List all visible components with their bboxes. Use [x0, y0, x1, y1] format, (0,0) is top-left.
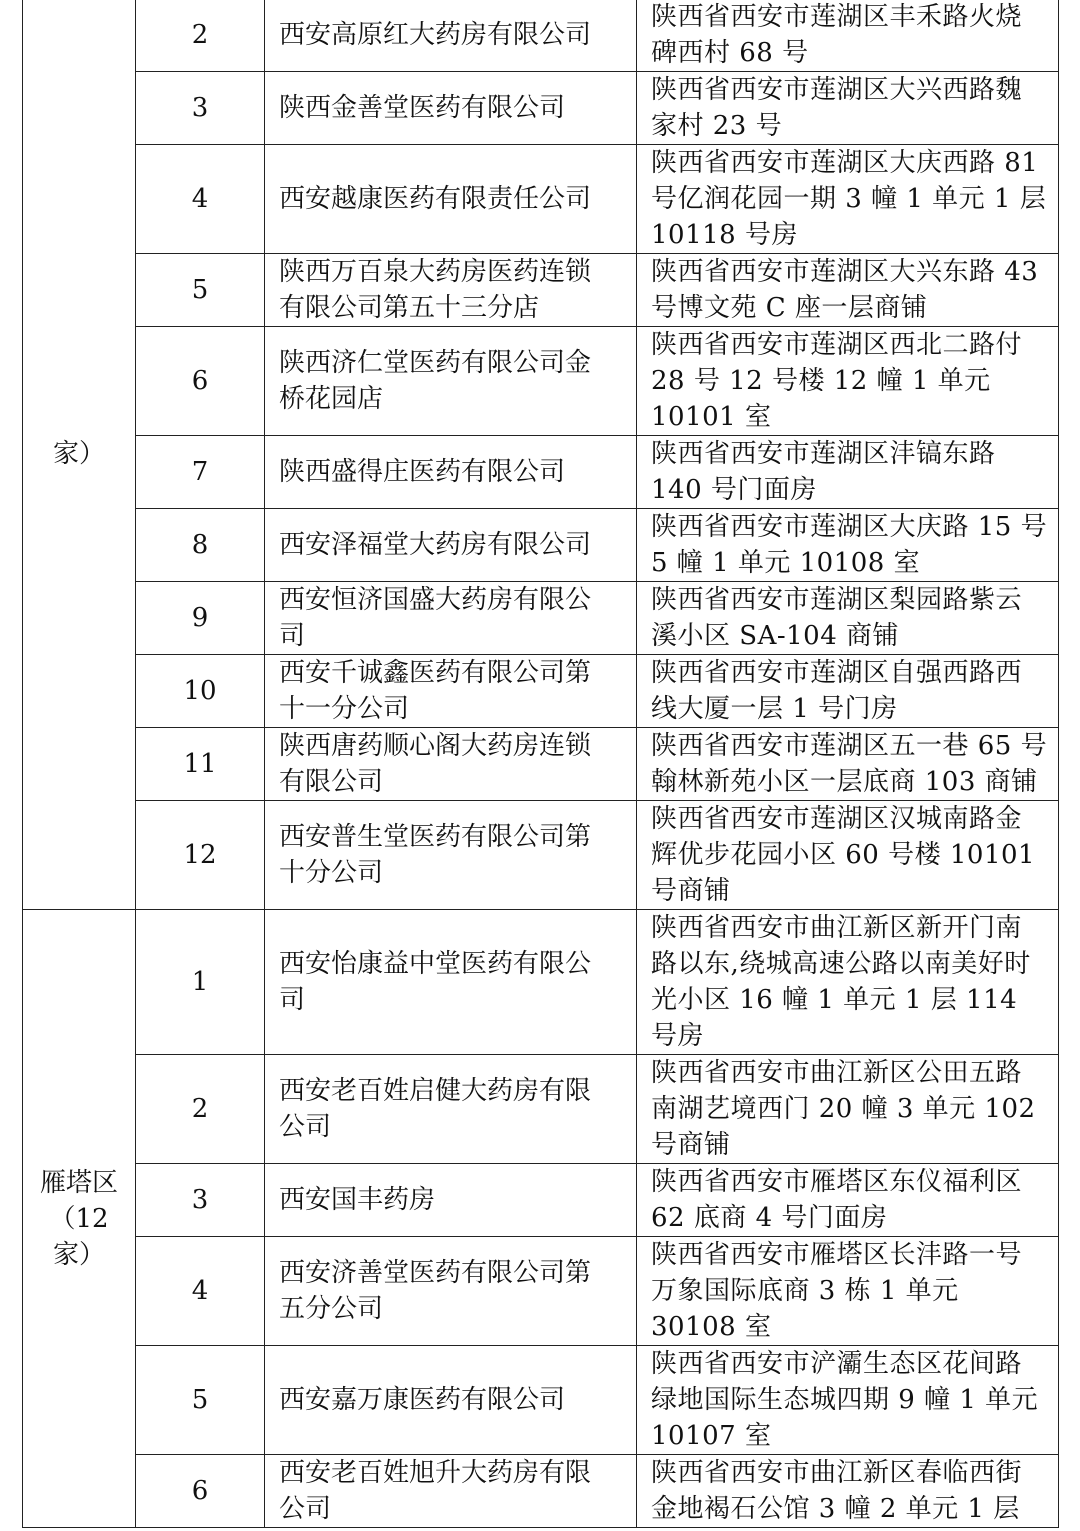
pharmacy-address-cell: 陕西省西安市浐灞生态区花间路绿地国际生态城四期 9 幢 1 单元 10107 室: [637, 1346, 1059, 1455]
serial-number-cell: 5: [136, 1346, 265, 1455]
pharmacy-name-cell: 西安怡康益中堂医药有限公司: [265, 910, 637, 1055]
pharmacy-name-cell: 西安高原红大药房有限公司: [265, 0, 637, 72]
pharmacy-name-cell: 西安国丰药房: [265, 1164, 637, 1237]
pharmacy-address-cell: 陕西省西安市莲湖区丰禾路火烧碑西村 68 号: [637, 0, 1059, 72]
table-row: [23, 1055, 1059, 1164]
district-cell: [23, 910, 136, 1528]
pharmacy-name-cell: 陕西唐药顺心阁大药房连锁有限公司: [265, 728, 637, 801]
table-row: [23, 72, 1059, 145]
district-label-line: （12: [49, 1203, 109, 1234]
serial-number-cell: 6: [136, 327, 265, 436]
pharmacy-address-cell: 陕西省西安市莲湖区五一巷 65 号翰林新苑小区一层底商 103 商铺: [637, 728, 1059, 801]
pharmacy-address-cell: 陕西省西安市雁塔区长沣路一号万象国际底商 3 栋 1 单元 30108 室: [637, 1237, 1059, 1346]
pharmacy-address-cell: 陕西省西安市莲湖区大庆西路 81 号亿润花园一期 3 幢 1 单元 1 层 10118 号房: [637, 145, 1059, 254]
serial-number-cell: 3: [136, 72, 265, 145]
table-row: [23, 254, 1059, 327]
table-row: [23, 1346, 1059, 1455]
table-body: [23, 0, 1059, 1528]
serial-number-cell: 10: [136, 655, 265, 728]
pharmacy-name-cell: 陕西金善堂医药有限公司: [265, 72, 637, 145]
table-row: [23, 655, 1059, 728]
pharmacy-address-cell: 陕西省西安市莲湖区大庆路 15 号 5 幢 1 单元 10108 室: [637, 509, 1059, 582]
table-row: [23, 0, 1059, 72]
serial-number-cell: 3: [136, 1164, 265, 1237]
serial-number-cell: 6: [136, 1455, 265, 1528]
pharmacy-name-cell: 西安老百姓旭升大药房有限公司: [265, 1455, 637, 1528]
pharmacy-name-cell: 西安老百姓启健大药房有限公司: [265, 1055, 637, 1164]
pharmacy-name-cell: 西安济善堂医药有限公司第五分公司: [265, 1237, 637, 1346]
table-row: [23, 436, 1059, 509]
pharmacy-address-cell: 陕西省西安市雁塔区东仪福利区 62 底商 4 号门面房: [637, 1164, 1059, 1237]
pharmacy-address-cell: 陕西省西安市曲江新区春临西街金地褐石公馆 3 幢 2 单元 1 层: [637, 1455, 1059, 1528]
pharmacy-address-cell: 陕西省西安市莲湖区西北二路付 28 号 12 号楼 12 幢 1 单元 10101 室: [637, 327, 1059, 436]
pharmacy-address-cell: 陕西省西安市曲江新区公田五路南湖艺境西门 20 幢 3 单元 102 号商铺: [637, 1055, 1059, 1164]
pharmacy-address-cell: 陕西省西安市曲江新区新开门南路以东,绕城高速公路以南美好时光小区 16 幢 1 单元 1 层 114 号房: [637, 910, 1059, 1055]
pharmacy-name-cell: 西安泽福堂大药房有限公司: [265, 509, 637, 582]
pharmacy-name-cell: 西安嘉万康医药有限公司: [265, 1346, 637, 1455]
pharmacy-name-cell: 陕西盛得庄医药有限公司: [265, 436, 637, 509]
pharmacy-name-cell: 西安越康医药有限责任公司: [265, 145, 637, 254]
table-row: [23, 801, 1059, 910]
serial-number-cell: 4: [136, 1237, 265, 1346]
table-row: [23, 1237, 1059, 1346]
serial-number-cell: 5: [136, 254, 265, 327]
pharmacy-name-cell: 西安普生堂医药有限公司第十分公司: [265, 801, 637, 910]
pharmacy-address-cell: 陕西省西安市莲湖区大兴西路魏家村 23 号: [637, 72, 1059, 145]
pharmacy-name-cell: 陕西济仁堂医药有限公司金桥花园店: [265, 327, 637, 436]
pharmacy-name-cell: 陕西万百泉大药房医药连锁有限公司第五十三分店: [265, 254, 637, 327]
pharmacy-address-cell: 陕西省西安市莲湖区大兴东路 43 号博文苑 C 座一层商铺: [637, 254, 1059, 327]
district-label-line: 家）: [52, 439, 105, 469]
pharmacy-name-cell: 西安千诚鑫医药有限公司第十一分公司: [265, 655, 637, 728]
serial-number-cell: 2: [136, 1055, 265, 1164]
serial-number-cell: 9: [136, 582, 265, 655]
table-row: [23, 910, 1059, 1055]
table-row: [23, 582, 1059, 655]
pharmacy-list-table: [22, 0, 1059, 1528]
serial-number-cell: 4: [136, 145, 265, 254]
district-label-line: 雁塔区: [39, 1167, 118, 1198]
table-row: [23, 327, 1059, 436]
serial-number-cell: 7: [136, 436, 265, 509]
pharmacy-address-cell: 陕西省西安市莲湖区梨园路紫云溪小区 SA-104 商铺: [637, 582, 1059, 655]
pharmacy-address-cell: 陕西省西安市莲湖区沣镐东路 140 号门面房: [637, 436, 1059, 509]
table-row: [23, 145, 1059, 254]
table-row: [23, 509, 1059, 582]
serial-number-cell: 1: [136, 910, 265, 1055]
district-cell: [23, 0, 136, 910]
district-label-line: 家）: [52, 1239, 105, 1270]
pharmacy-address-cell: 陕西省西安市莲湖区自强西路西线大厦一层 1 号门房: [637, 655, 1059, 728]
table-row: [23, 728, 1059, 801]
table-row: [23, 1164, 1059, 1237]
serial-number-cell: 8: [136, 509, 265, 582]
serial-number-cell: 11: [136, 728, 265, 801]
pharmacy-address-cell: 陕西省西安市莲湖区汉城南路金辉优步花园小区 60 号楼 10101 号商铺: [637, 801, 1059, 910]
pharmacy-name-cell: 西安恒济国盛大药房有限公司: [265, 582, 637, 655]
serial-number-cell: 2: [136, 0, 265, 72]
serial-number-cell: 12: [136, 801, 265, 910]
table-row: [23, 1455, 1059, 1528]
